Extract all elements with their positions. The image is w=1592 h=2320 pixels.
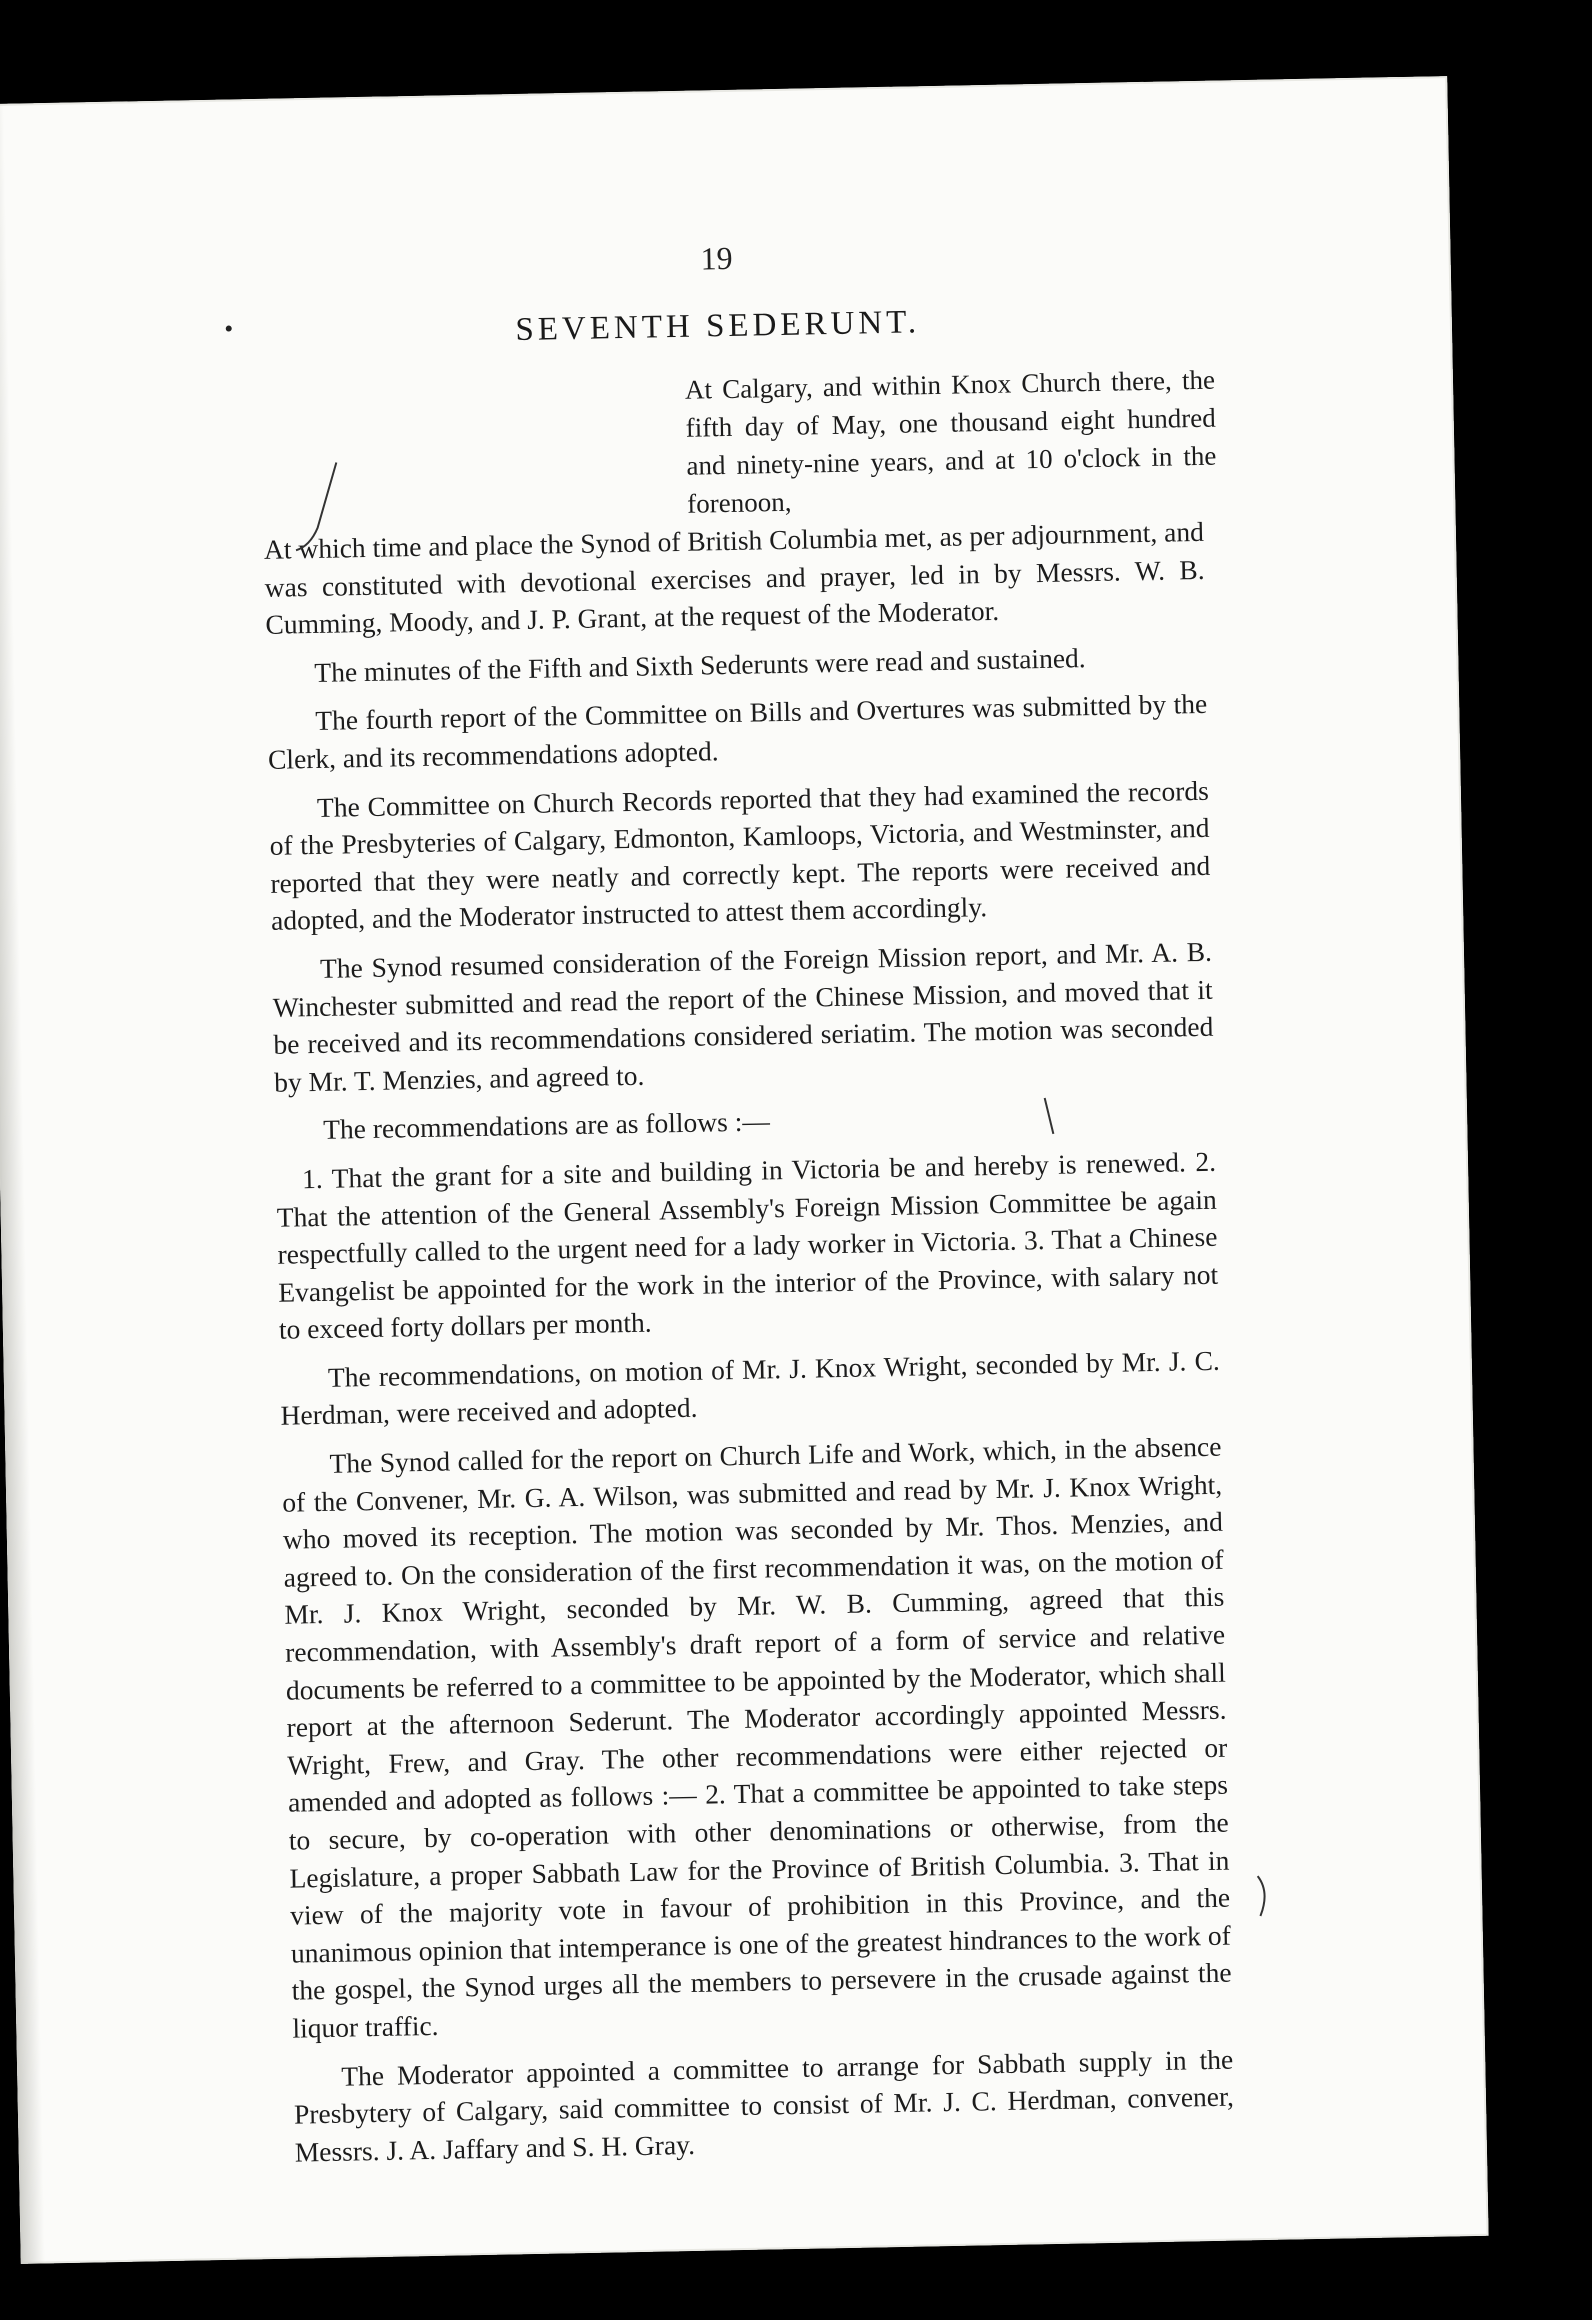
- paragraph-recommendations-adopted: The recommendations, on motion of Mr. J. Knox Wright, seconded by Mr. J. C. Herdman, were received and adopted.: [280, 1344, 1221, 1432]
- paragraph-sabbath-supply: The Moderator appointed a committee to arrange for Sabbath supply in the Presbytery of Calgary, said committee to consist of Mr. J. C. Herdman, convener, Messrs. J. A. Jaffary and S. H. Gray.: [293, 2043, 1235, 2168]
- document-page: [0, 76, 1489, 2264]
- section-heading: SEVENTH SEDERUNT.: [515, 304, 921, 349]
- paragraph-recommendations-list: 1. That the grant for a site and building in Victoria be and hereby is renewed. 2. That the attention of the General Assembly's Foreign Mission Committee be again respectfully called to the urgent need for a lady worker in Victoria. 3. That a Chinese Evangelist be appointed for the work in the interior of the Province, with salary not to exceed forty dollars per month.: [276, 1145, 1219, 1346]
- pen-stroke-mark: [286, 457, 348, 558]
- body-text: [264, 513, 1236, 2182]
- paragraph-minutes: The minutes of the Fifth and Sixth Sederunts were read and sustained.: [314, 641, 1086, 688]
- paragraph-recommendations-intro: The recommendations are as follows :—: [322, 1105, 771, 1146]
- preamble-paragraph: At Calgary, and within Knox Church there, the fifth day of May, one thousand eight hundred and ninety-nine years, and at 10 o'clock in the forenoon,: [684, 364, 1217, 519]
- paragraph-foreign-mission: The Synod resumed consideration of the Foreign Mission report, and Mr. A. B. Winchester submitted and read the report of the Chinese Mission, and moved that it be received and its recommendations considered seriatim. The motion was seconded by Mr. T. Menzies, and agreed to.: [272, 935, 1214, 1098]
- pen-bracket-mark: [1250, 1872, 1281, 1923]
- paragraph-bills-overtures: The fourth report of the Committee on Bills and Overtures was submitted by the Clerk, and its recommendations adopted.: [267, 688, 1208, 775]
- page-number: 19: [700, 239, 733, 277]
- paragraph-church-life-work: The Synod called for the report on Church Life and Work, which, in the absence of the Convener, Mr. G. A. Wilson, was submitted and read by Mr. J. Knox Wright, who moved its reception. The motion was seconded by Mr. Thos. Menzies, and agreed to. On the consideration of the first recommendation it was, on the motion of Mr. J. Knox Wright, seconded by Mr. W. B. Cumming, agreed that this recommendation, with Assembly's draft report of a form of service and relative documents be referred to a committee to be appointed by the Moderator, which shall report at the afternoon Sederunt. The Moderator accordingly appointed Messrs. Wright, Frew, and Gray. The other recommendations were either rejected or amended and adopted as follows :— 2. That a committee be appointed to take steps to secure, by co-operation with other denominations or otherwise, from the Legislature, a proper Sabbath Law for the Province of British Columbia. 3. That in view of the majority vote in favour of prohibition in this Province, and the unanimous opinion that intemperance is one of the greatest hindrances to the work of the gospel, the Synod urges all the members to persevere in the crusade against the liquor traffic.: [281, 1430, 1232, 2044]
- ink-dot-mark: [226, 325, 232, 331]
- page-fold-shadow: [0, 104, 45, 2264]
- pen-tick-mark: [1039, 1094, 1070, 1145]
- paragraph-opening: At which time and place the Synod of British Columbia met, as per adjournment, and was constituted with devotional exercises and prayer, led in by Messrs. W. B. Cumming, Moody, and J. P. Grant, at the request of the Moderator.: [263, 515, 1205, 641]
- paragraph-church-records: The Committee on Church Records reported that they had examined the records of the Presbyteries of Calgary, Edmonton, Kamloops, Victoria, and Westminster, and reported that they were neatly and correctly kept. The reports were received and adopted, and the Moderator instructed to attest them accordingly.: [269, 774, 1211, 937]
